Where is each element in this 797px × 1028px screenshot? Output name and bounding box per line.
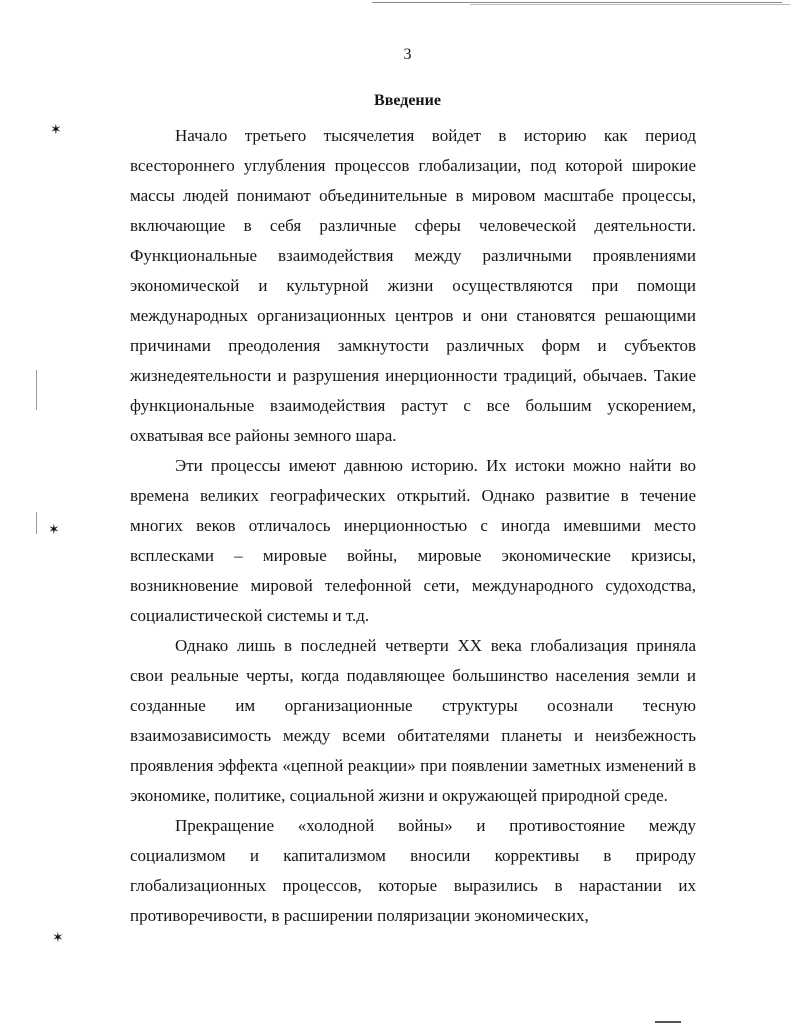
scan-bottom-mark <box>655 1021 681 1023</box>
scan-margin-line <box>36 512 37 534</box>
scan-speck: ✶ <box>50 123 62 138</box>
page-title: Введение <box>374 92 441 109</box>
body-text <box>130 121 696 931</box>
scan-edge-line <box>372 2 782 3</box>
paragraph: Эти процессы имеют давнюю историю. Их истоки можно найти во времена великих географических открытий. Однако развитие в течение многих веков отличалось инерционностью с иногда имевшими место всплесками – мировые войны, мировые экономические кризисы, возникновение мировой телефонной сети, международного судоходства, социалистической системы и т.д. <box>130 456 696 625</box>
page-number: 3 <box>403 46 412 63</box>
paragraph: Начало третьего тысячелетия войдет в историю как период всестороннего углубления процессов глобализации, под которой широкие массы людей понимают объединительные в мировом масштабе процессы, включающие в себя различные сферы человеческой деятельности. Функциональные взаимодействия между различными проявлениями экономической и культурной жизни осуществляются при помощи международных организационных центров и они становятся решающими причинами преодоления замкнутости различных форм и субъектов жизнедеятельности и разрушения инерционности традиций, обычаев. Такие функциональные взаимодействия растут с все большим ускорением, охватывая все районы земного шара. <box>130 126 696 445</box>
scan-edge-line <box>470 4 790 5</box>
paragraph: Однако лишь в последней четверти XX века глобализация приняла свои реальные черты, когда подавляющее большинство населения земли и созданные им организационные структуры осознали тесную взаимозависимость между всеми обитателями планеты и неизбежность проявления эффекта «цепной реакции» при появлении заметных изменений в экономике, политике, социальной жизни и окружающей природной среде. <box>130 636 696 805</box>
scan-speck: ✶ <box>48 523 60 538</box>
scan-margin-line <box>36 370 37 410</box>
paragraph: Прекращение «холодной войны» и противостояние между социализмом и капитализмом вносили коррективы в природу глобализационных процессов, которые выразились в нарастании их противоречивости, в расширении поляризации экономических, <box>130 816 696 925</box>
scan-speck: ✶ <box>52 931 64 946</box>
